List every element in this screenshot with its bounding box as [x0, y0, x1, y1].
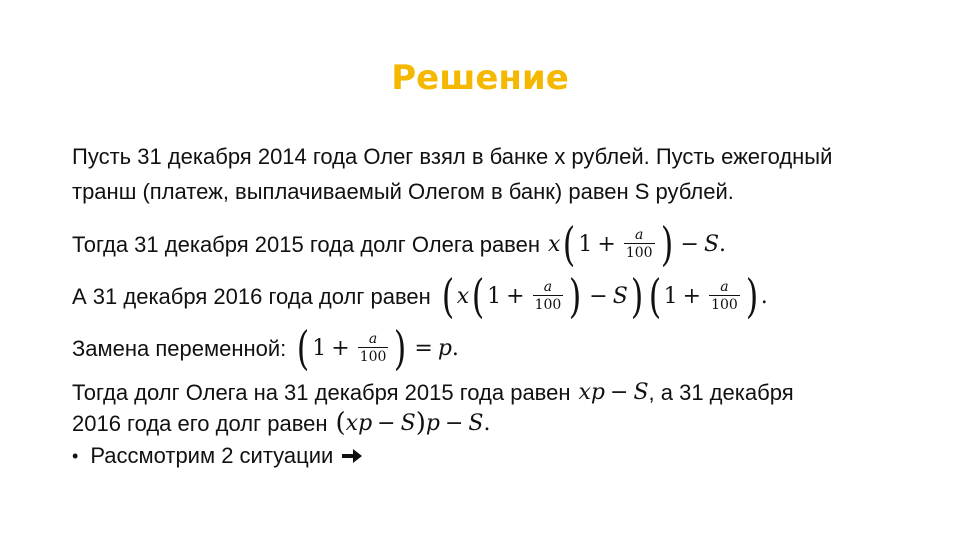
num-one: 1: [578, 231, 593, 257]
bullet-item: [72, 443, 363, 469]
plus-sign: +: [506, 283, 525, 309]
paren-open: (: [471, 269, 485, 323]
debt-2016-xp-line: [72, 409, 902, 437]
frac-denominator: 100: [625, 245, 653, 261]
debt-xp-mid-text: , а 31 декабря: [648, 379, 794, 405]
paren-close: ): [568, 269, 582, 323]
var-x: x: [548, 231, 561, 257]
plus-sign: +: [682, 283, 702, 309]
minus-sign: −: [610, 379, 629, 405]
paren-close: ): [630, 269, 644, 323]
paren-close: ): [415, 408, 426, 438]
plus-sign: +: [331, 335, 350, 361]
debt-2015-text: Тогда 31 декабря 2015 года долг Олега равен: [72, 231, 541, 257]
frac-denominator: 100: [711, 297, 738, 313]
slide-content: [72, 143, 902, 439]
plus-sign: +: [597, 231, 616, 257]
minus-sign: −: [589, 283, 608, 309]
period: .: [760, 283, 768, 309]
frac-numerator: a: [720, 279, 729, 295]
paren-open: (: [441, 269, 455, 323]
num-one: 1: [312, 335, 327, 361]
paren-open: (: [648, 269, 661, 323]
var-xp: xp: [578, 379, 606, 405]
slide-title: Решение: [391, 58, 569, 98]
debt-2016-line: [72, 271, 902, 321]
fraction-a-100: [624, 227, 655, 261]
frac-numerator: a: [368, 331, 378, 347]
debt-xp-line: [72, 377, 902, 407]
var-p: p: [425, 410, 440, 436]
frac-denominator: 100: [359, 349, 387, 365]
debt-2015-line: [72, 219, 902, 269]
paragraph-1-line-1: Пусть 31 декабря 2014 года Олег взял в банке x рублей. Пусть ежегодный: [72, 144, 833, 169]
substitution-line: [72, 323, 902, 373]
equals-sign: =: [414, 335, 433, 361]
var-S: S: [468, 410, 484, 436]
paren-open: (: [296, 321, 310, 375]
var-xp: xp: [345, 410, 373, 436]
debt-2016-xp-text: 2016 года его долг равен: [72, 410, 328, 436]
var-p: p: [437, 335, 452, 361]
period: .: [451, 335, 459, 361]
frac-denominator: 100: [534, 297, 562, 313]
paren-close: ): [660, 217, 673, 271]
minus-sign: −: [377, 410, 396, 436]
bullet-dot-icon: •: [72, 445, 79, 466]
paren-close: ): [394, 321, 407, 375]
fraction-a-100: [533, 279, 564, 313]
paren-close: ): [745, 269, 759, 323]
paren-open: (: [563, 217, 576, 271]
var-S: S: [633, 379, 649, 405]
paren-open: (: [335, 408, 346, 438]
num-one: 1: [487, 283, 502, 309]
frac-numerator: a: [543, 279, 553, 295]
fraction-a-100: [358, 331, 389, 365]
period: .: [719, 231, 727, 257]
frac-numerator: a: [635, 227, 644, 243]
period: .: [483, 410, 491, 436]
fraction-a-100: [709, 279, 740, 313]
debt-xp-text: Тогда долг Олега на 31 декабря 2015 года равен: [72, 379, 571, 405]
minus-sign: −: [680, 231, 699, 257]
right-arrow-icon: [341, 447, 363, 465]
substitution-text: Замена переменной:: [72, 335, 287, 361]
var-S: S: [612, 283, 628, 309]
var-S: S: [400, 410, 416, 436]
minus-sign: −: [444, 410, 464, 436]
debt-2016-text: А 31 декабря 2016 года долг равен: [72, 283, 431, 309]
paragraph-1-line-2: транш (платеж, выплачиваемый Олегом в банк) равен S рублей.: [72, 179, 734, 204]
bullet-text: Рассмотрим 2 ситуации: [90, 443, 334, 468]
var-x: x: [456, 283, 470, 309]
var-S: S: [703, 231, 720, 257]
num-one: 1: [663, 283, 678, 309]
